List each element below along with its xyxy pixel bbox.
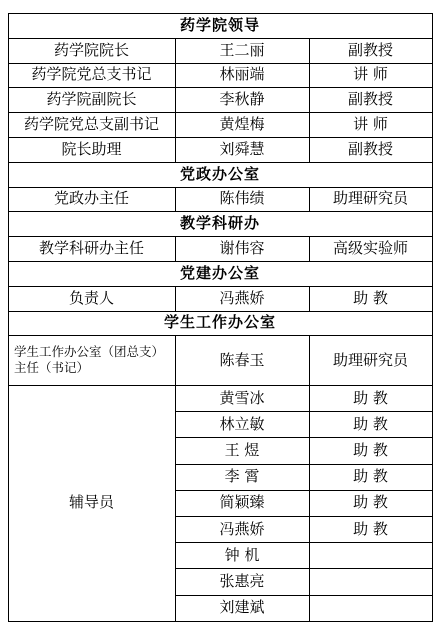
title-cell [309, 568, 432, 594]
column-border [309, 38, 310, 163]
name-cell: 谢伟容 [219, 239, 265, 258]
section-heading: 药学院领导 [179, 15, 260, 34]
column-border [309, 236, 310, 262]
position-cell: 负责人 [68, 288, 114, 307]
name-cell: 冯燕娇 [219, 288, 265, 307]
title-cell: 副教授 [347, 139, 393, 158]
section-heading: 党建办公室 [179, 263, 260, 282]
title-cell: 助 教 [353, 519, 388, 538]
title-cell: 助 教 [353, 493, 388, 512]
title-cell: 副教授 [347, 90, 393, 109]
title-cell: 讲 师 [353, 65, 388, 84]
name-cell: 王二丽 [219, 40, 265, 59]
column-border [309, 335, 310, 621]
title-cell: 助 教 [353, 388, 388, 407]
position-cell: 药学院副院长 [46, 90, 137, 109]
title-cell: 助理研究员 [332, 189, 408, 208]
title-cell: 高级实验师 [332, 239, 408, 258]
name-cell: 钟 机 [224, 545, 260, 564]
column-border [8, 311, 9, 622]
column-border [432, 13, 433, 163]
column-border [432, 162, 433, 213]
position-cell: 药学院院长 [53, 40, 129, 59]
title-cell: 助 教 [353, 467, 388, 486]
name-cell: 刘建斌 [219, 598, 265, 617]
name-cell: 李 霄 [224, 467, 260, 486]
column-border [175, 236, 176, 262]
title-cell: 助 教 [353, 440, 388, 459]
title-cell: 助 教 [353, 414, 388, 433]
column-border [309, 286, 310, 312]
column-border [175, 286, 176, 312]
name-cell: 刘舜慧 [219, 139, 265, 158]
title-cell: 副教授 [347, 40, 393, 59]
title-cell [309, 595, 432, 621]
column-border [432, 211, 433, 262]
name-cell: 李秋静 [219, 90, 265, 109]
position-cell: 药学院党总支书记 [31, 65, 152, 84]
column-border [432, 311, 433, 622]
column-border [8, 261, 9, 312]
counselor-label: 辅导员 [68, 493, 114, 512]
section-heading: 学生工作办公室 [163, 313, 276, 332]
position-cell: 党政办主任 [53, 189, 129, 208]
name-cell: 冯燕娇 [219, 519, 265, 538]
column-border [175, 187, 176, 213]
column-border [8, 13, 9, 163]
name-cell: 林立敏 [219, 414, 265, 433]
name-cell: 张惠亮 [219, 571, 265, 590]
title-cell [309, 542, 432, 568]
position-cell: 药学院党总支副书记 [23, 115, 159, 134]
position-cell: 学生工作办公室（团总支）主任（书记） [14, 344, 165, 376]
column-border [175, 335, 176, 621]
title-cell: 助 教 [353, 288, 388, 307]
section-heading: 教学科研办 [179, 214, 260, 233]
name-cell: 陈伟绩 [219, 189, 265, 208]
name-cell: 王 煜 [224, 440, 260, 459]
column-border [309, 187, 310, 213]
section-heading: 党政办公室 [179, 164, 260, 183]
column-border [175, 38, 176, 163]
title-cell: 助理研究员 [332, 350, 408, 369]
name-cell: 简颖臻 [219, 493, 265, 512]
column-border [8, 211, 9, 262]
column-border [432, 261, 433, 312]
position-cell: 院长助理 [61, 139, 122, 158]
name-cell: 黄煌梅 [219, 115, 265, 134]
name-cell: 黄雪冰 [219, 388, 265, 407]
title-cell: 讲 师 [353, 115, 388, 134]
position-cell: 教学科研办主任 [38, 239, 144, 258]
name-cell: 陈春玉 [219, 350, 265, 369]
column-border [8, 162, 9, 213]
name-cell: 林丽端 [219, 65, 265, 84]
